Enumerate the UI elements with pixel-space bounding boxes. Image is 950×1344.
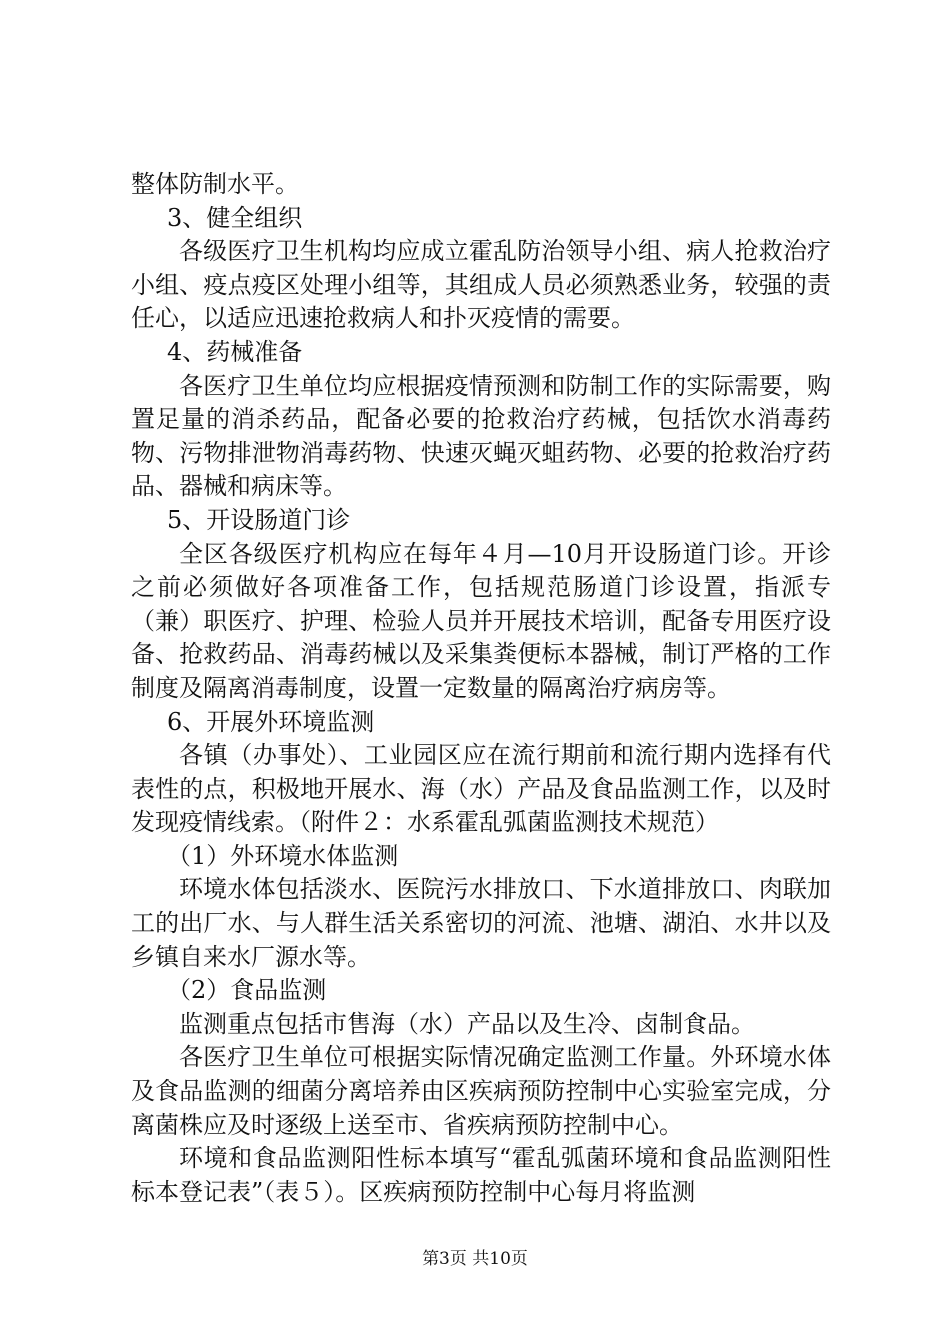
section-heading-clinic: 5、开设肠道门诊 — [167, 505, 351, 534]
paragraph-food-monitoring: 监测重点包括市售海（水）产品以及生冷、卤制食品。 — [179, 1009, 755, 1038]
paragraph-clinic: 全区各级医疗机构应在每年４月—10月开设肠道门诊。开诊之前必须做好各项准备工作，包括规范肠道门诊设置，指派专（兼）职医疗、护理、检验人员并开展技术培训，配备专用医疗设备、抢救药品、消毒药械以及采集粪便标本器械，制订严格的工作制度及隔离消毒制度，设置一定数量的隔离治疗病房等。 — [131, 539, 831, 702]
paragraph-monitoring: 各镇（办事处）、工业园区应在流行期前和流行期内选择有代表性的点，积极地开展水、海（水）产品及食品监测工作，以及时发现疫情线索。（附件２：水系霍乱弧菌监测技术规范） — [131, 741, 831, 837]
subheading-food-monitoring: （2）食品监测 — [167, 976, 327, 1005]
page-footer: 第3页 共10页 — [422, 1249, 528, 1269]
section-heading-monitoring: 6、开展外环境监测 — [167, 707, 375, 736]
section-heading-equipment: 4、药械准备 — [167, 337, 303, 366]
paragraph-water-monitoring: 环境水体包括淡水、医院污水排放口、下水道排放口、肉联加工的出厂水、与人群生活关系密切的河流、池塘、湖泊、水井以及乡镇自来水厂源水等。 — [131, 875, 831, 971]
section-heading-organization: 3、健全组织 — [167, 203, 303, 232]
document-body — [131, 168, 831, 1209]
subheading-water-monitoring: （1）外环境水体监测 — [167, 841, 399, 870]
paragraph-positive-samples: 环境和食品监测阳性标本填写“霍乱弧菌环境和食品监测阳性标本登记表”（表５）。区疾病预防控制中心每月将监测 — [131, 1144, 831, 1206]
paragraph-organization: 各级医疗卫生机构均应成立霍乱防治领导小组、病人抢救治疗小组、疫点疫区处理小组等，其组成人员必须熟悉业务，较强的责任心，以适应迅速抢救病人和扑灭疫情的需要。 — [131, 237, 831, 333]
paragraph-workload: 各医疗卫生单位可根据实际情况确定监测工作量。外环境水体及食品监测的细菌分离培养由区疾病预防控制中心实验室完成，分离菌株应及时逐级上送至市、省疾病预防控制中心。 — [131, 1043, 831, 1139]
paragraph-continuation: 整体防制水平。 — [131, 170, 299, 198]
paragraph-equipment: 各医疗卫生单位均应根据疫情预测和防制工作的实际需要，购置足量的消杀药品，配备必要的抢救治疗药械，包括饮水消毒药物、污物排泄物消毒药物、快速灭蝇灭蛆药物、必要的抢救治疗药品、器械和病床等。 — [131, 371, 831, 501]
